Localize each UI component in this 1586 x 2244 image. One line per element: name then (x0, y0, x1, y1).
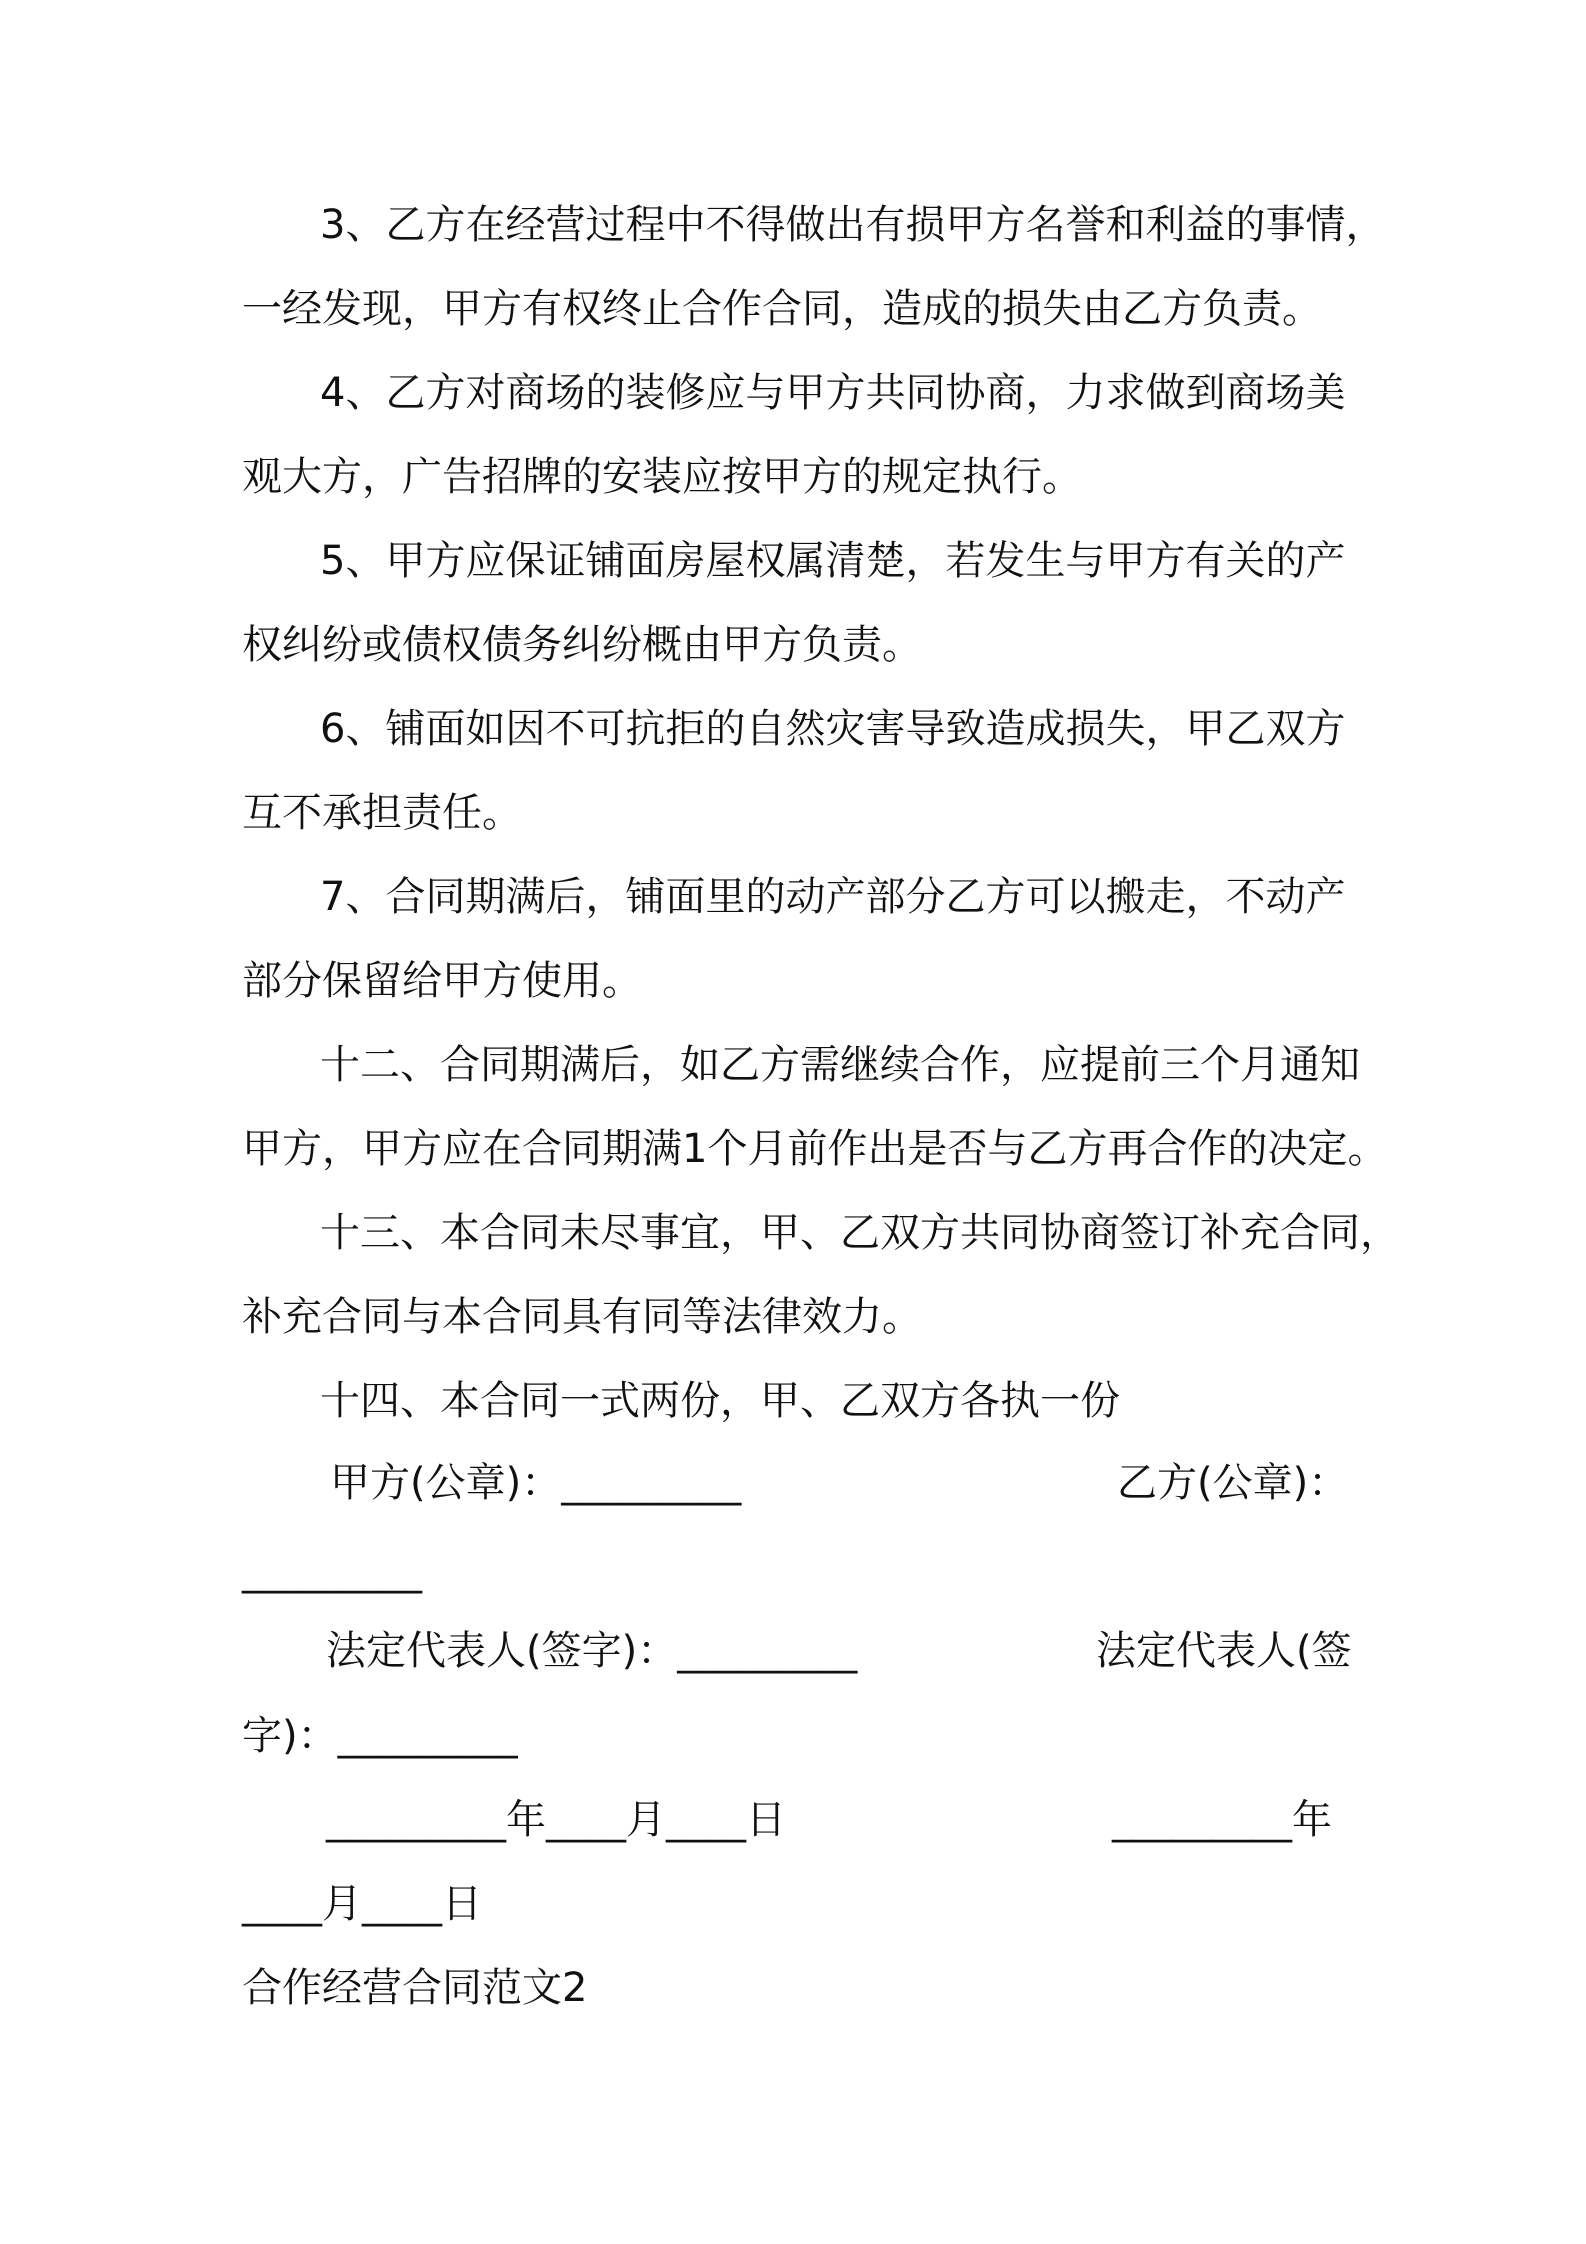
clause-12-line-2: 甲方，甲方应在合同期满1个月前作出是否与乙方再合作的决定。 (242, 1126, 1388, 1172)
party-b-representative-label: 法定代表人(签 (1096, 1628, 1352, 1674)
party-b-date-month-day: ____月____日 (242, 1881, 482, 1927)
party-a-seal-field: 甲方(公章)：_________ (330, 1460, 742, 1506)
party-b-representative-blank: 字)：_________ (242, 1713, 518, 1759)
party-a-date-field: _________年____月____日 (326, 1797, 786, 1843)
clause-4-line-1: 4、乙方对商场的装修应与甲方共同协商，力求做到商场美 (320, 370, 1346, 416)
clause-7-line-1: 7、合同期满后，铺面里的动产部分乙方可以搬走，不动产 (320, 874, 1346, 920)
clause-13-line-2: 补充合同与本合同具有同等法律效力。 (242, 1294, 922, 1340)
clause-13-line-1: 十三、本合同未尽事宜，甲、乙双方共同协商签订补充合同， (320, 1210, 1400, 1256)
party-b-date-year: _________年 (1112, 1797, 1332, 1843)
clause-5-line-2: 权纠纷或债权债务纠纷概由甲方负责。 (242, 622, 922, 668)
clause-6-line-1: 6、铺面如因不可抗拒的自然灾害导致造成损失，甲乙双方 (320, 706, 1346, 752)
clause-3-line-2: 一经发现，甲方有权终止合作合同，造成的损失由乙方负责。 (242, 286, 1322, 332)
clause-4-line-2: 观大方，广告招牌的安装应按甲方的规定执行。 (242, 454, 1082, 500)
clause-14-line: 十四、本合同一式两份，甲、乙双方各执一份 (320, 1378, 1120, 1424)
next-section-heading: 合作经营合同范文2 (242, 1965, 588, 2011)
clause-3-line-1: 3、乙方在经营过程中不得做出有损甲方名誉和利益的事情， (320, 202, 1386, 248)
clause-6-line-2: 互不承担责任。 (242, 790, 522, 836)
clause-7-line-2: 部分保留给甲方使用。 (242, 958, 642, 1004)
clause-5-line-1: 5、甲方应保证铺面房屋权属清楚，若发生与甲方有关的产 (320, 538, 1346, 584)
party-b-seal-blank: _________ (242, 1548, 422, 1594)
clause-12-line-1: 十二、合同期满后，如乙方需继续合作，应提前三个月通知 (320, 1042, 1360, 1088)
party-b-seal-label: 乙方(公章)： (1117, 1460, 1349, 1506)
party-a-representative-field: 法定代表人(签字)：_________ (326, 1628, 858, 1674)
